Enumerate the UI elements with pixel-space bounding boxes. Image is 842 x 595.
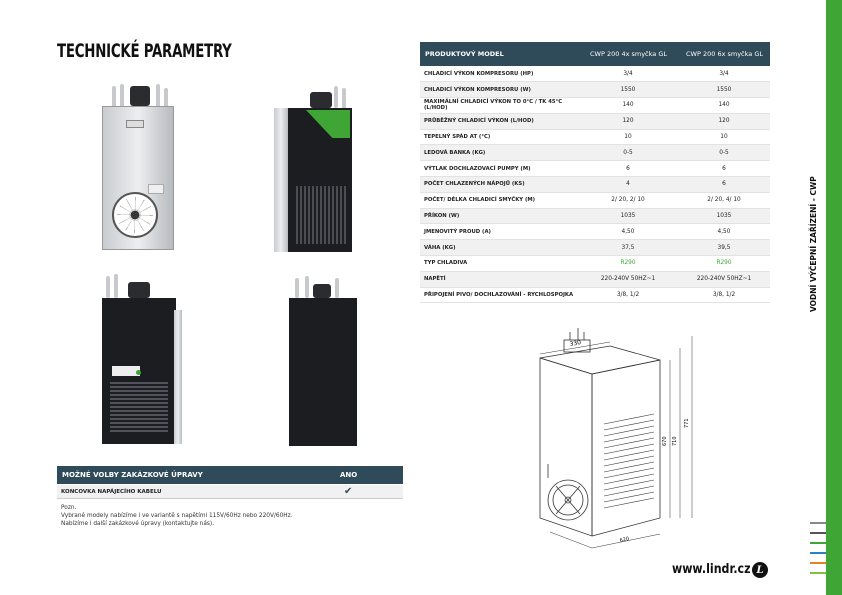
product-image-dark-side [98, 270, 188, 450]
note-title: Pozn. [61, 505, 77, 511]
spec-table-row [420, 177, 770, 193]
note-line2: Nabízíme i další zakázkové úpravy (kontaktujte nás). [61, 521, 215, 527]
header-model-label: PRODUKTOVÝ MODEL [420, 42, 578, 66]
color-bar-gray [810, 522, 826, 524]
spec-table [420, 42, 770, 303]
color-bar-darkgray [810, 532, 826, 534]
spec-value-col1: R290 [578, 256, 674, 272]
spec-value-col1: 3/8, 1/2 [578, 287, 674, 303]
spec-value-col2: 3/4 [674, 66, 770, 82]
spec-value-col2: 39,5 [674, 240, 770, 256]
spec-table-row [420, 224, 770, 240]
spec-label: POČET CHLAZENÝCH NÁPOJŮ (KS) [420, 177, 578, 193]
spec-table-row [420, 240, 770, 256]
spec-label: TEPELNÝ SPÁD AT (°C) [420, 129, 578, 145]
spec-value-col2: 1550 [674, 82, 770, 98]
spec-label: POČET/ DÉLKA CHLADICÍ SMYČKY (M) [420, 192, 578, 208]
spec-table-row [420, 287, 770, 303]
spec-table-row [420, 129, 770, 145]
color-bar-lightgreen [810, 572, 826, 574]
spec-label: JMENOVITÝ PROUD (A) [420, 224, 578, 240]
spec-label: PRŮBĚŽNÝ CHLADICÍ VÝKON (L/HOD) [420, 113, 578, 129]
checkmark-icon: ✔ [344, 486, 353, 497]
spec-value-col2: 4,50 [674, 224, 770, 240]
website-link[interactable]: www.lindr.cz [672, 562, 751, 577]
spec-value-col2: R290 [674, 256, 770, 272]
header-col2: CWP 200 6x smyčka GL [674, 42, 770, 66]
spec-table-row [420, 145, 770, 161]
spec-value-col1: 10 [578, 129, 674, 145]
spec-value-col1: 4,50 [578, 224, 674, 240]
dim-depth: 620 [619, 536, 630, 544]
spec-value-col1: 1550 [578, 82, 674, 98]
spec-value-col1: 3/4 [578, 66, 674, 82]
spec-value-col1: 6 [578, 161, 674, 177]
header-col1: CWP 200 4x smyčka GL [578, 42, 674, 66]
product-image-dark-narrow [283, 272, 363, 452]
spec-table-header [420, 42, 770, 66]
product-image-steel-side [98, 80, 178, 250]
spec-label: VÁHA (KG) [420, 240, 578, 256]
spec-value-col2: 10 [674, 129, 770, 145]
spec-value-col2: 220-240V 50HZ~1 [674, 271, 770, 287]
spec-value-col2: 1035 [674, 208, 770, 224]
options-title: MOŽNÉ VOLBY ZAKÁZKOVÉ ÚPRAVY [62, 471, 203, 479]
options-ano-label: ANO [340, 471, 358, 479]
spec-label: VÝTLAK DOCHLAZOVACÍ PUMPY (M) [420, 161, 578, 177]
spec-value-col2: 2/ 20, 4/ 10 [674, 192, 770, 208]
dim-width: 330 [569, 339, 582, 348]
spec-value-col1: 4 [578, 177, 674, 193]
spec-label: MAXIMÁLNÍ CHLADICÍ VÝKON TO 0°C / TK 45°C (L/HOD) [420, 98, 578, 114]
dimension-diagram [520, 318, 720, 558]
spec-value-col2: 140 [674, 98, 770, 114]
option-label: KONCOVKA NAPÁJECÍHO KABELU [61, 488, 162, 495]
note-line1: Vybrané modely nabízíme i ve variantě s napětími 115V/60Hz nebo 220V/60Hz. [61, 513, 293, 519]
product-image-dark-front [270, 82, 370, 252]
side-green-strip [826, 0, 842, 595]
side-section-label: VODNÍ VÝČEPNÍ ZAŘÍZENÍ - CWP [809, 176, 818, 312]
spec-value-col2: 3/8, 1/2 [674, 287, 770, 303]
dim-h2: 710 [672, 436, 678, 446]
spec-table-row [420, 208, 770, 224]
spec-label: CHLADICÍ VÝKON KOMPRESORU (HP) [420, 66, 578, 82]
spec-value-col1: 220-240V 50HZ~1 [578, 271, 674, 287]
spec-label: CHLADICÍ VÝKON KOMPRESORU (W) [420, 82, 578, 98]
spec-table-row [420, 161, 770, 177]
spec-value-col1: 120 [578, 113, 674, 129]
spec-table-row [420, 192, 770, 208]
color-bar-blue [810, 552, 826, 554]
spec-label: TYP CHLADIVA [420, 256, 578, 272]
spec-value-col1: 1035 [578, 208, 674, 224]
spec-table-row [420, 256, 770, 272]
dim-h3: 771 [684, 418, 690, 428]
spec-table-row [420, 113, 770, 129]
spec-value-col1: 0-5 [578, 145, 674, 161]
spec-label: NAPĚTÍ [420, 271, 578, 287]
color-bar-orange [810, 562, 826, 564]
note [61, 504, 293, 528]
color-bar-green [810, 542, 826, 544]
spec-value-col1: 140 [578, 98, 674, 114]
spec-table-row [420, 66, 770, 82]
options-header [57, 466, 403, 484]
spec-table-row [420, 271, 770, 287]
spec-table-row [420, 82, 770, 98]
spec-table-row [420, 98, 770, 114]
page-title: TECHNICKÉ PARAMETRY [57, 40, 232, 62]
spec-value-col1: 2/ 20, 2/ 10 [578, 192, 674, 208]
spec-label: LEDOVÁ BANKA (KG) [420, 145, 578, 161]
spec-label: PŘIPOJENÍ PIVO/ DOCHLAZOVÁNÍ - RYCHLOSPOJKA [420, 287, 578, 303]
spec-value-col2: 6 [674, 177, 770, 193]
spec-value-col2: 6 [674, 161, 770, 177]
spec-label: PŘÍKON (W) [420, 208, 578, 224]
dim-h1: 670 [662, 436, 668, 446]
option-row-cable [57, 485, 403, 499]
spec-value-col2: 0-5 [674, 145, 770, 161]
spec-value-col1: 37,5 [578, 240, 674, 256]
spec-value-col2: 120 [674, 113, 770, 129]
lindr-logo-icon: L [752, 562, 768, 578]
